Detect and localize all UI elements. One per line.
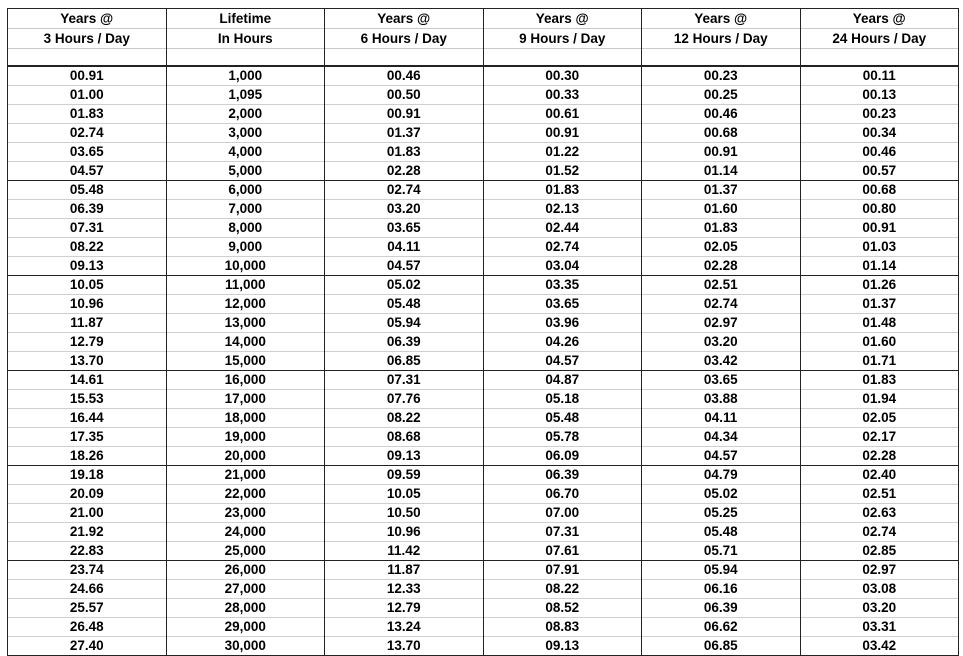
cell-years-9h: 08.83: [483, 618, 642, 637]
cell-years-9h: 08.22: [483, 580, 642, 599]
cell-years-12h: 06.39: [642, 599, 801, 618]
spacer-cell: [166, 49, 325, 67]
table-row: [8, 86, 959, 105]
cell-years-24h: 00.68: [800, 181, 959, 200]
cell-years-3h: 16.44: [8, 409, 167, 428]
lifetime-conversion-table: [7, 8, 959, 656]
cell-lifetime-hours: 7,000: [166, 200, 325, 219]
cell-years-6h: 07.76: [325, 390, 484, 409]
cell-years-3h: 19.18: [8, 466, 167, 485]
cell-lifetime-hours: 15,000: [166, 352, 325, 371]
header-years-9h-line2: 9 Hours / Day: [483, 29, 642, 49]
cell-years-6h: 05.94: [325, 314, 484, 333]
cell-years-6h: 10.96: [325, 523, 484, 542]
cell-years-9h: 05.48: [483, 409, 642, 428]
cell-years-24h: 00.13: [800, 86, 959, 105]
cell-years-9h: 04.26: [483, 333, 642, 352]
cell-years-6h: 04.11: [325, 238, 484, 257]
cell-years-3h: 23.74: [8, 561, 167, 580]
cell-lifetime-hours: 11,000: [166, 276, 325, 295]
table-row: [8, 637, 959, 656]
cell-years-12h: 02.51: [642, 276, 801, 295]
cell-lifetime-hours: 23,000: [166, 504, 325, 523]
cell-years-3h: 24.66: [8, 580, 167, 599]
cell-years-6h: 03.65: [325, 219, 484, 238]
cell-years-6h: 07.31: [325, 371, 484, 390]
table-row: [8, 485, 959, 504]
cell-years-9h: 01.22: [483, 143, 642, 162]
table-row: [8, 314, 959, 333]
cell-years-6h: 11.42: [325, 542, 484, 561]
cell-years-12h: 00.46: [642, 105, 801, 124]
cell-lifetime-hours: 30,000: [166, 637, 325, 656]
cell-years-3h: 13.70: [8, 352, 167, 371]
cell-years-12h: 01.83: [642, 219, 801, 238]
cell-lifetime-hours: 6,000: [166, 181, 325, 200]
cell-years-3h: 25.57: [8, 599, 167, 618]
cell-lifetime-hours: 20,000: [166, 447, 325, 466]
cell-lifetime-hours: 1,095: [166, 86, 325, 105]
cell-years-24h: 03.42: [800, 637, 959, 656]
cell-years-12h: 06.16: [642, 580, 801, 599]
cell-years-9h: 00.61: [483, 105, 642, 124]
cell-years-6h: 12.33: [325, 580, 484, 599]
cell-years-12h: 00.68: [642, 124, 801, 143]
cell-years-3h: 21.00: [8, 504, 167, 523]
header-years-24h-line1: Years @: [800, 9, 959, 29]
table-row: [8, 618, 959, 637]
cell-years-9h: 05.18: [483, 390, 642, 409]
cell-years-24h: 02.74: [800, 523, 959, 542]
cell-years-24h: 01.94: [800, 390, 959, 409]
cell-years-12h: 04.11: [642, 409, 801, 428]
cell-years-3h: 17.35: [8, 428, 167, 447]
cell-years-9h: 01.83: [483, 181, 642, 200]
spacer-cell: [800, 49, 959, 67]
cell-years-6h: 00.91: [325, 105, 484, 124]
cell-years-6h: 08.22: [325, 409, 484, 428]
cell-years-12h: 05.71: [642, 542, 801, 561]
cell-years-24h: 00.46: [800, 143, 959, 162]
cell-lifetime-hours: 22,000: [166, 485, 325, 504]
cell-years-12h: 06.62: [642, 618, 801, 637]
cell-lifetime-hours: 5,000: [166, 162, 325, 181]
cell-years-12h: 02.05: [642, 238, 801, 257]
header-years-6h-line2: 6 Hours / Day: [325, 29, 484, 49]
table-row: [8, 466, 959, 485]
cell-years-6h: 01.83: [325, 143, 484, 162]
cell-lifetime-hours: 21,000: [166, 466, 325, 485]
table-row: [8, 105, 959, 124]
cell-years-6h: 08.68: [325, 428, 484, 447]
spacer-cell: [483, 49, 642, 67]
cell-years-3h: 02.74: [8, 124, 167, 143]
table-row: [8, 523, 959, 542]
cell-years-9h: 03.04: [483, 257, 642, 276]
table-row: [8, 143, 959, 162]
cell-years-6h: 03.20: [325, 200, 484, 219]
cell-years-12h: 01.37: [642, 181, 801, 200]
cell-lifetime-hours: 27,000: [166, 580, 325, 599]
cell-years-12h: 03.20: [642, 333, 801, 352]
cell-years-12h: 05.25: [642, 504, 801, 523]
cell-years-3h: 03.65: [8, 143, 167, 162]
cell-years-9h: 06.70: [483, 485, 642, 504]
table-row: [8, 219, 959, 238]
cell-years-12h: 01.60: [642, 200, 801, 219]
cell-years-24h: 02.28: [800, 447, 959, 466]
cell-years-24h: 01.37: [800, 295, 959, 314]
cell-years-6h: 02.74: [325, 181, 484, 200]
cell-years-3h: 06.39: [8, 200, 167, 219]
cell-years-12h: 02.28: [642, 257, 801, 276]
cell-years-3h: 11.87: [8, 314, 167, 333]
cell-years-3h: 27.40: [8, 637, 167, 656]
cell-years-9h: 00.30: [483, 66, 642, 86]
cell-years-24h: 02.63: [800, 504, 959, 523]
cell-years-12h: 00.23: [642, 66, 801, 86]
cell-years-3h: 10.05: [8, 276, 167, 295]
cell-years-9h: 06.09: [483, 447, 642, 466]
table-row: [8, 162, 959, 181]
cell-years-6h: 01.37: [325, 124, 484, 143]
cell-years-6h: 10.05: [325, 485, 484, 504]
cell-years-12h: 05.02: [642, 485, 801, 504]
table-row: [8, 409, 959, 428]
table-row: [8, 447, 959, 466]
cell-years-9h: 01.52: [483, 162, 642, 181]
header-years-6h-line1: Years @: [325, 9, 484, 29]
cell-years-3h: 12.79: [8, 333, 167, 352]
cell-years-3h: 04.57: [8, 162, 167, 181]
header-years-3h-line2: 3 Hours / Day: [8, 29, 167, 49]
cell-years-6h: 09.59: [325, 466, 484, 485]
cell-years-3h: 20.09: [8, 485, 167, 504]
cell-years-6h: 04.57: [325, 257, 484, 276]
cell-years-24h: 03.08: [800, 580, 959, 599]
cell-years-9h: 02.44: [483, 219, 642, 238]
cell-years-12h: 02.74: [642, 295, 801, 314]
cell-years-6h: 06.85: [325, 352, 484, 371]
cell-years-12h: 04.57: [642, 447, 801, 466]
cell-lifetime-hours: 17,000: [166, 390, 325, 409]
table-row: [8, 352, 959, 371]
cell-lifetime-hours: 1,000: [166, 66, 325, 86]
cell-years-3h: 21.92: [8, 523, 167, 542]
cell-years-9h: 07.31: [483, 523, 642, 542]
cell-years-3h: 22.83: [8, 542, 167, 561]
cell-years-6h: 12.79: [325, 599, 484, 618]
cell-years-6h: 10.50: [325, 504, 484, 523]
header-years-12h-line2: 12 Hours / Day: [642, 29, 801, 49]
cell-lifetime-hours: 13,000: [166, 314, 325, 333]
cell-years-24h: 02.17: [800, 428, 959, 447]
cell-years-24h: 02.05: [800, 409, 959, 428]
table-row: [8, 542, 959, 561]
cell-years-9h: 03.35: [483, 276, 642, 295]
cell-lifetime-hours: 16,000: [166, 371, 325, 390]
cell-years-9h: 08.52: [483, 599, 642, 618]
table-row: [8, 276, 959, 295]
cell-years-24h: 00.80: [800, 200, 959, 219]
cell-years-3h: 00.91: [8, 66, 167, 86]
cell-years-12h: 03.65: [642, 371, 801, 390]
cell-years-9h: 02.13: [483, 200, 642, 219]
cell-lifetime-hours: 8,000: [166, 219, 325, 238]
cell-years-24h: 01.48: [800, 314, 959, 333]
cell-years-12h: 00.91: [642, 143, 801, 162]
cell-years-24h: 03.31: [800, 618, 959, 637]
cell-years-24h: 02.85: [800, 542, 959, 561]
table-row: [8, 181, 959, 200]
cell-lifetime-hours: 25,000: [166, 542, 325, 561]
cell-years-6h: 05.48: [325, 295, 484, 314]
header-lifetime-line2: In Hours: [166, 29, 325, 49]
cell-years-12h: 04.79: [642, 466, 801, 485]
cell-years-6h: 13.70: [325, 637, 484, 656]
cell-years-9h: 04.57: [483, 352, 642, 371]
cell-years-9h: 03.65: [483, 295, 642, 314]
cell-years-3h: 14.61: [8, 371, 167, 390]
cell-years-24h: 01.26: [800, 276, 959, 295]
table-row: [8, 504, 959, 523]
table-row: [8, 428, 959, 447]
cell-lifetime-hours: 9,000: [166, 238, 325, 257]
cell-years-24h: 00.57: [800, 162, 959, 181]
cell-years-24h: 01.83: [800, 371, 959, 390]
cell-years-12h: 02.97: [642, 314, 801, 333]
cell-lifetime-hours: 3,000: [166, 124, 325, 143]
cell-years-9h: 00.33: [483, 86, 642, 105]
table-row: [8, 561, 959, 580]
cell-years-6h: 09.13: [325, 447, 484, 466]
cell-years-3h: 07.31: [8, 219, 167, 238]
cell-years-12h: 06.85: [642, 637, 801, 656]
cell-years-9h: 04.87: [483, 371, 642, 390]
cell-years-9h: 07.61: [483, 542, 642, 561]
cell-years-9h: 03.96: [483, 314, 642, 333]
cell-lifetime-hours: 4,000: [166, 143, 325, 162]
cell-years-3h: 09.13: [8, 257, 167, 276]
cell-years-6h: 06.39: [325, 333, 484, 352]
header-row-top: [8, 9, 959, 29]
cell-years-6h: 00.50: [325, 86, 484, 105]
cell-years-9h: 09.13: [483, 637, 642, 656]
cell-years-24h: 02.40: [800, 466, 959, 485]
cell-years-9h: 05.78: [483, 428, 642, 447]
header-spacer-row: [8, 49, 959, 67]
cell-years-6h: 00.46: [325, 66, 484, 86]
cell-lifetime-hours: 12,000: [166, 295, 325, 314]
cell-years-24h: 01.03: [800, 238, 959, 257]
table-header: [8, 9, 959, 67]
cell-years-12h: 03.88: [642, 390, 801, 409]
cell-lifetime-hours: 2,000: [166, 105, 325, 124]
cell-years-12h: 01.14: [642, 162, 801, 181]
cell-years-12h: 00.25: [642, 86, 801, 105]
cell-lifetime-hours: 19,000: [166, 428, 325, 447]
table-row: [8, 66, 959, 86]
cell-years-12h: 05.48: [642, 523, 801, 542]
cell-years-3h: 05.48: [8, 181, 167, 200]
cell-years-3h: 15.53: [8, 390, 167, 409]
cell-years-9h: 00.91: [483, 124, 642, 143]
cell-years-6h: 02.28: [325, 162, 484, 181]
table-row: [8, 295, 959, 314]
cell-years-24h: 01.60: [800, 333, 959, 352]
cell-years-6h: 11.87: [325, 561, 484, 580]
cell-years-9h: 02.74: [483, 238, 642, 257]
cell-years-24h: 03.20: [800, 599, 959, 618]
header-lifetime-line1: Lifetime: [166, 9, 325, 29]
header-years-9h-line1: Years @: [483, 9, 642, 29]
cell-lifetime-hours: 26,000: [166, 561, 325, 580]
header-years-12h-line1: Years @: [642, 9, 801, 29]
table-row: [8, 390, 959, 409]
table-body: [8, 66, 959, 656]
cell-years-3h: 10.96: [8, 295, 167, 314]
cell-years-9h: 07.00: [483, 504, 642, 523]
cell-years-6h: 13.24: [325, 618, 484, 637]
cell-years-12h: 04.34: [642, 428, 801, 447]
cell-years-24h: 02.51: [800, 485, 959, 504]
table-row: [8, 599, 959, 618]
cell-years-6h: 05.02: [325, 276, 484, 295]
header-years-24h-line2: 24 Hours / Day: [800, 29, 959, 49]
cell-years-24h: 00.91: [800, 219, 959, 238]
header-row-bottom: [8, 29, 959, 49]
header-years-3h-line1: Years @: [8, 9, 167, 29]
table-row: [8, 200, 959, 219]
cell-lifetime-hours: 10,000: [166, 257, 325, 276]
spacer-cell: [325, 49, 484, 67]
cell-years-3h: 01.00: [8, 86, 167, 105]
table-row: [8, 257, 959, 276]
spacer-cell: [642, 49, 801, 67]
cell-lifetime-hours: 29,000: [166, 618, 325, 637]
table-row: [8, 124, 959, 143]
table-row: [8, 580, 959, 599]
cell-years-24h: 00.23: [800, 105, 959, 124]
cell-years-12h: 03.42: [642, 352, 801, 371]
cell-years-3h: 18.26: [8, 447, 167, 466]
table-row: [8, 333, 959, 352]
cell-lifetime-hours: 18,000: [166, 409, 325, 428]
cell-years-24h: 01.71: [800, 352, 959, 371]
cell-lifetime-hours: 14,000: [166, 333, 325, 352]
spacer-cell: [8, 49, 167, 67]
cell-years-24h: 02.97: [800, 561, 959, 580]
table-row: [8, 238, 959, 257]
cell-years-24h: 00.34: [800, 124, 959, 143]
cell-years-9h: 07.91: [483, 561, 642, 580]
cell-years-24h: 01.14: [800, 257, 959, 276]
cell-lifetime-hours: 28,000: [166, 599, 325, 618]
cell-lifetime-hours: 24,000: [166, 523, 325, 542]
cell-years-12h: 05.94: [642, 561, 801, 580]
cell-years-3h: 01.83: [8, 105, 167, 124]
table-row: [8, 371, 959, 390]
cell-years-3h: 08.22: [8, 238, 167, 257]
cell-years-24h: 00.11: [800, 66, 959, 86]
cell-years-3h: 26.48: [8, 618, 167, 637]
cell-years-9h: 06.39: [483, 466, 642, 485]
